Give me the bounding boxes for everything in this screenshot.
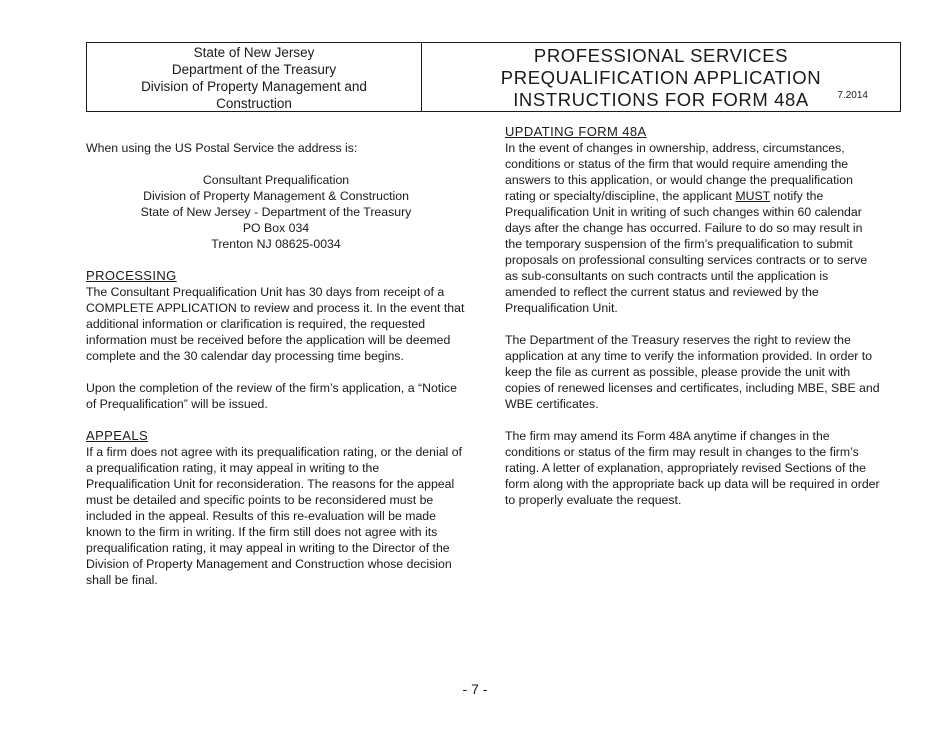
address-line: State of New Jersey - Department of the Treasury <box>140 205 412 219</box>
right-column <box>505 124 880 508</box>
updating-text-after: notify the Prequalification Unit in writing of such changes within 60 calendar days after the change has occurred. Failure to do so may result in the temporary suspension of the firm’s prequalification to submit proposals on professional consulting services contracts or to serve as sub-consultants on such contracts until the application is amended to reflect the current status and reviewed by the Prequalification Unit. <box>505 189 868 315</box>
title-line: PROFESSIONAL SERVICES <box>533 45 789 66</box>
left-column <box>86 124 466 588</box>
address-line: Division of Property Management & Construction <box>143 189 409 203</box>
treasury-review-text: The Department of the Treasury reserves the right to review the application at any time to verify the information provided. In order to keep the file as current as possible, please provide the unit with copies of renewed licenses and certificates, including MBE, SBE and WBE certificates. <box>505 333 880 411</box>
updating-heading: UPDATING FORM 48A <box>505 124 647 139</box>
notice-text: Upon the completion of the review of the firm’s application, a “Notice of Prequalification” will be issued. <box>86 381 457 411</box>
page-number: - 7 - <box>462 681 488 697</box>
address-line: Trenton NJ 08625-0034 <box>211 237 341 251</box>
title-line: INSTRUCTIONS FOR FORM 48A <box>513 89 809 110</box>
address-line: Consultant Prequalification <box>202 173 350 187</box>
title-line: PREQUALIFICATION APPLICATION <box>500 67 822 88</box>
address-line: PO Box 034 <box>242 221 310 235</box>
mailing-address <box>86 172 466 252</box>
agency-line: State of New Jersey <box>193 45 315 60</box>
header-box <box>86 42 901 112</box>
must-emphasis: MUST <box>735 189 770 203</box>
amend-form-text: The firm may amend its Form 48A anytime if changes in the conditions or status of the firm may result in changes to the firm’s rating. A letter of explanation, appropriately revised Sections of the form along with the appropriate back up data will be required in order to properly evaluate the request. <box>505 429 880 507</box>
address-intro: When using the US Postal Service the address is: <box>86 141 358 155</box>
updating-text <box>505 140 880 316</box>
agency-line: Division of Property Management and <box>141 79 367 94</box>
agency-line: Construction <box>216 96 292 111</box>
processing-heading: PROCESSING <box>86 268 177 283</box>
form-date: 7.2014 <box>837 90 868 101</box>
agency-block <box>87 43 422 111</box>
appeals-text: If a firm does not agree with its prequalification rating, or the denial of a prequalification rating, it may appeal in writing to the Prequalification Unit for reconsideration. The reasons for the appeal must be detailed and specific points to be reconsidered must be included in the appeal. Results of this re-evaluation will be made known to the firm in writing. If the firm still does not agree with its prequalification rating, it may appeal in writing to the Director of the Division of Property Management and Construction whose decision shall be final. <box>86 445 462 587</box>
appeals-heading: APPEALS <box>86 428 149 443</box>
processing-text: The Consultant Prequalification Unit has 30 days from receipt of a COMPLETE APPLICATION to review and process it. In the event that additional information or clarification is required, the requested information must be received before the application will be deemed complete and the 30 calendar day processing time begins. <box>86 285 465 363</box>
updating-text-before: In the event of changes in ownership, address, circumstances, conditions or status of the firm that would require amending the answers to this application, or would change the prequalification rating or specialty/discipline, the applicant <box>505 141 853 203</box>
agency-line: Department of the Treasury <box>171 62 337 77</box>
document-title <box>422 43 900 111</box>
